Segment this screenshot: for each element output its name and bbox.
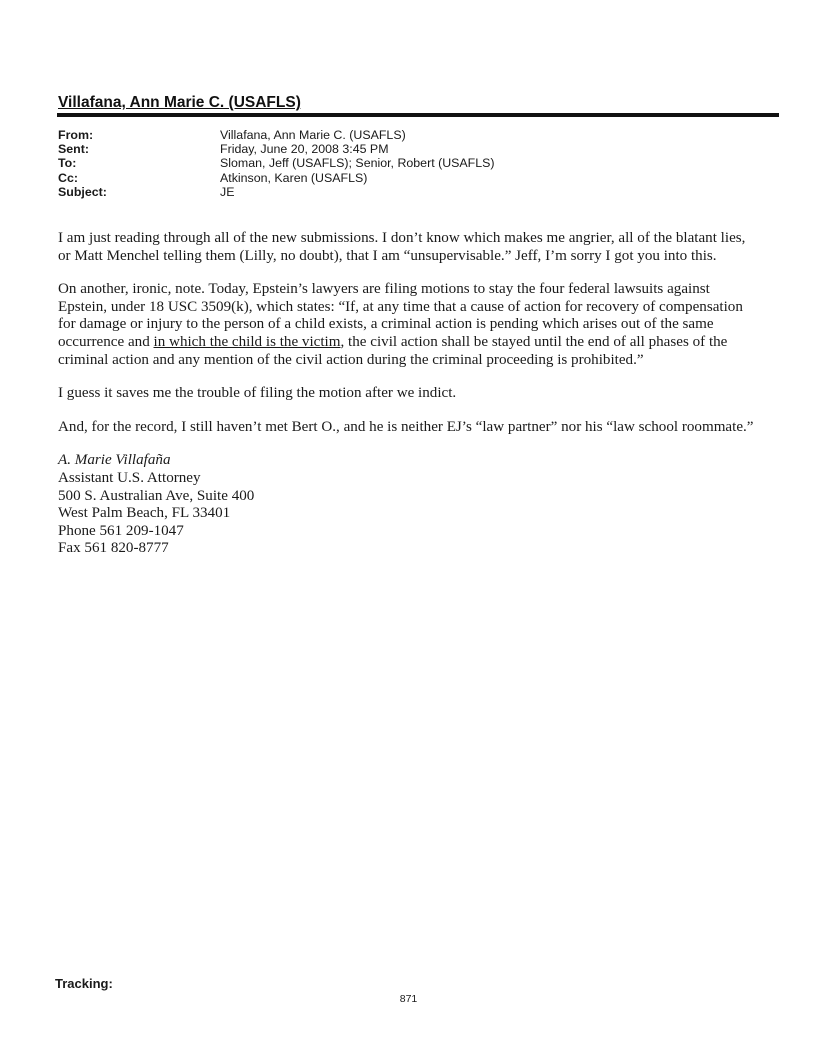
mailbox-owner: Villafana, Ann Marie C. (USAFLS) — [58, 94, 301, 111]
subject-label: Subject: — [58, 184, 107, 199]
body-paragraph-4: And, for the record, I still haven’t met Bert O., and he is neither EJ’s “law partner” nor his “law school roommate.” — [58, 418, 754, 435]
from-row — [58, 128, 495, 142]
email-header-fields — [58, 128, 495, 199]
signature-title: Assistant U.S. Attorney — [58, 469, 201, 486]
signature-fax: Fax 561 820-8777 — [58, 540, 169, 557]
tracking-label: Tracking: — [55, 976, 113, 991]
body-paragraph-3: I guess it saves me the trouble of filing the motion after we indict. — [58, 385, 457, 402]
body-paragraph-2 — [58, 281, 758, 369]
cc-label: Cc: — [58, 170, 78, 185]
cc-value: Atkinson, Karen (USAFLS) — [220, 170, 368, 185]
cc-row — [58, 171, 495, 185]
signature-name: A. Marie Villafaña — [58, 452, 171, 469]
sent-value: Friday, June 20, 2008 3:45 PM — [220, 142, 389, 157]
to-row — [58, 156, 495, 170]
from-label: From: — [58, 128, 94, 142]
to-label: To: — [58, 156, 77, 171]
signature-address-line-1: 500 S. Australian Ave, Suite 400 — [58, 487, 255, 504]
signature-address-line-2: West Palm Beach, FL 33401 — [58, 505, 231, 522]
paragraph-2-text-end: , the civil action shall be stayed until the end of all phases of the criminal action and any mention of the civil action during the criminal proceeding is prohibited.” — [58, 333, 728, 368]
email-body — [58, 230, 758, 558]
signature-phone: Phone 561 209-1047 — [58, 522, 184, 539]
subject-row — [58, 185, 495, 199]
to-value: Sloman, Jeff (USAFLS); Senior, Robert (USAFLS) — [220, 156, 495, 171]
sent-label: Sent: — [58, 142, 89, 157]
signature-block — [58, 452, 758, 558]
page-number: 871 — [399, 993, 418, 1005]
sent-row — [58, 142, 495, 156]
subject-value: JE — [220, 184, 235, 199]
underlined-phrase: in which the child is the victim — [153, 333, 341, 350]
paragraph-2-text-start: On another, ironic, note. Today, Epstein’s lawyers are filing motions to stay the four federal lawsuits against Epstein, under 18 USC 3509(k), which states: “If, at any time that a cause of action for recovery of compensation for damage or injury to the person of a child exists, a criminal action is pending which arises out of the same occurrence and — [58, 281, 743, 350]
from-value: Villafana, Ann Marie C. (USAFLS) — [220, 128, 406, 142]
body-paragraph-1: I am just reading through all of the new submissions. I don’t know which makes me angrier, all of the blatant lies, or Matt Menchel telling them (Lilly, no doubt), that I am “unsupervisable.” Jeff, I’m sorry I got you into this. — [58, 230, 746, 264]
header-divider — [57, 113, 779, 117]
